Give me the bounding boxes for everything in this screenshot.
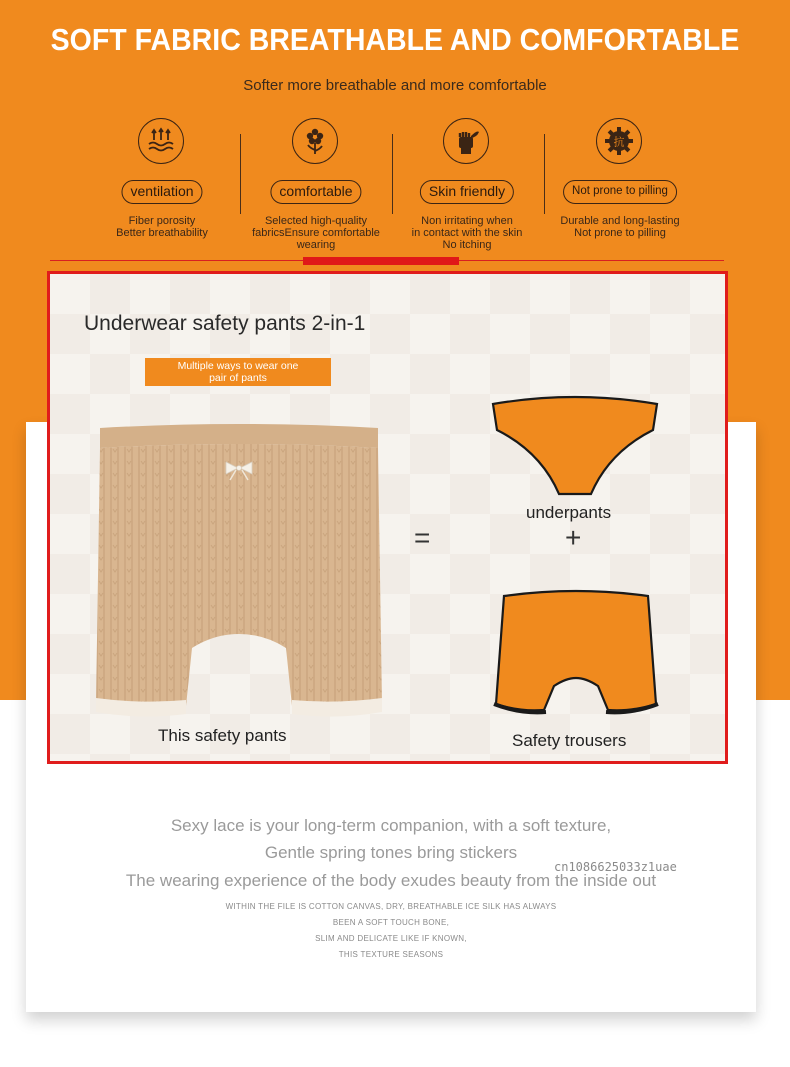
feature-comfortable: [240, 118, 392, 258]
trousers-caption: Safety trousers: [512, 731, 627, 750]
feature-ventilation: [86, 118, 238, 258]
feature-pilling: [544, 118, 696, 258]
red-accent-bar: [303, 257, 459, 265]
left-caption: This safety pants: [158, 726, 287, 745]
desc-line: Better breathability: [116, 227, 208, 239]
small-text-line: THIS TEXTURE SEASONS: [338, 950, 444, 959]
subheadline: Softer more breathable and more comfortable: [243, 77, 547, 94]
body-text-line: The wearing experience of the body exudes beauty from the inside out: [125, 871, 657, 890]
body-text-line: Gentle spring tones bring stickers: [264, 843, 518, 862]
badge-line: Multiple ways to wear one: [177, 360, 299, 372]
badge-line: pair of pants: [209, 372, 267, 384]
equals-sign: =: [414, 522, 431, 553]
desc-line: in contact with the skin: [411, 227, 523, 239]
feature-label: comfortable: [270, 180, 361, 204]
desc-line: Durable and long-lasting: [560, 215, 680, 227]
safety-trousers-image: [490, 586, 662, 726]
feature-label: Not prone to pilling: [563, 180, 677, 204]
feature-desc: [240, 215, 392, 251]
features-row: [86, 118, 694, 258]
feature-label: ventilation: [121, 180, 202, 204]
desc-line: Selected high-quality: [264, 215, 368, 227]
comparison-panel: [47, 271, 728, 764]
feature-label: Skin friendly: [420, 180, 514, 204]
flower-icon: [292, 118, 338, 164]
body-text-line: Sexy lace is your long-term companion, with a soft texture,: [170, 816, 612, 835]
desc-line: Non irritating when: [421, 215, 513, 227]
feature-desc: [391, 215, 543, 251]
underpants-image: [487, 394, 663, 504]
small-text-line: SLIM AND DELICATE LIKE IF KNOWN,: [315, 934, 467, 943]
waves-arrows-icon: [138, 118, 184, 164]
gear-kang-icon: [596, 118, 642, 164]
feature-skin-friendly: [391, 118, 543, 258]
desc-line: No itching: [442, 239, 492, 251]
underpants-caption: underpants: [526, 503, 612, 522]
watermark-text: cn1086625033z1uae: [554, 860, 677, 874]
desc-line: fabricsEnsure comfortable: [252, 227, 380, 239]
gear-glyph: 抗: [613, 135, 625, 149]
small-text-line: WITHIN THE FILE IS COTTON CANVAS, DRY, BREATHABLE ICE SILK HAS ALWAYS: [225, 902, 557, 911]
plus-sign: +: [565, 522, 582, 553]
feature-desc: [544, 215, 696, 239]
desc-line: Not prone to pilling: [574, 227, 666, 239]
desc-line: wearing: [296, 239, 336, 251]
orange-badge: [145, 358, 331, 386]
panel-title: Underwear safety pants 2-in-1: [84, 312, 366, 335]
fist-leaf-icon: [443, 118, 489, 164]
desc-line: Fiber porosity: [128, 215, 196, 227]
feature-desc: [86, 215, 238, 239]
safety-pants-image: [94, 422, 384, 722]
headline: SOFT FABRIC BREATHABLE AND COMFORTABLE: [50, 22, 740, 57]
small-text-line: BEEN A SOFT TOUCH BONE,: [332, 918, 450, 927]
